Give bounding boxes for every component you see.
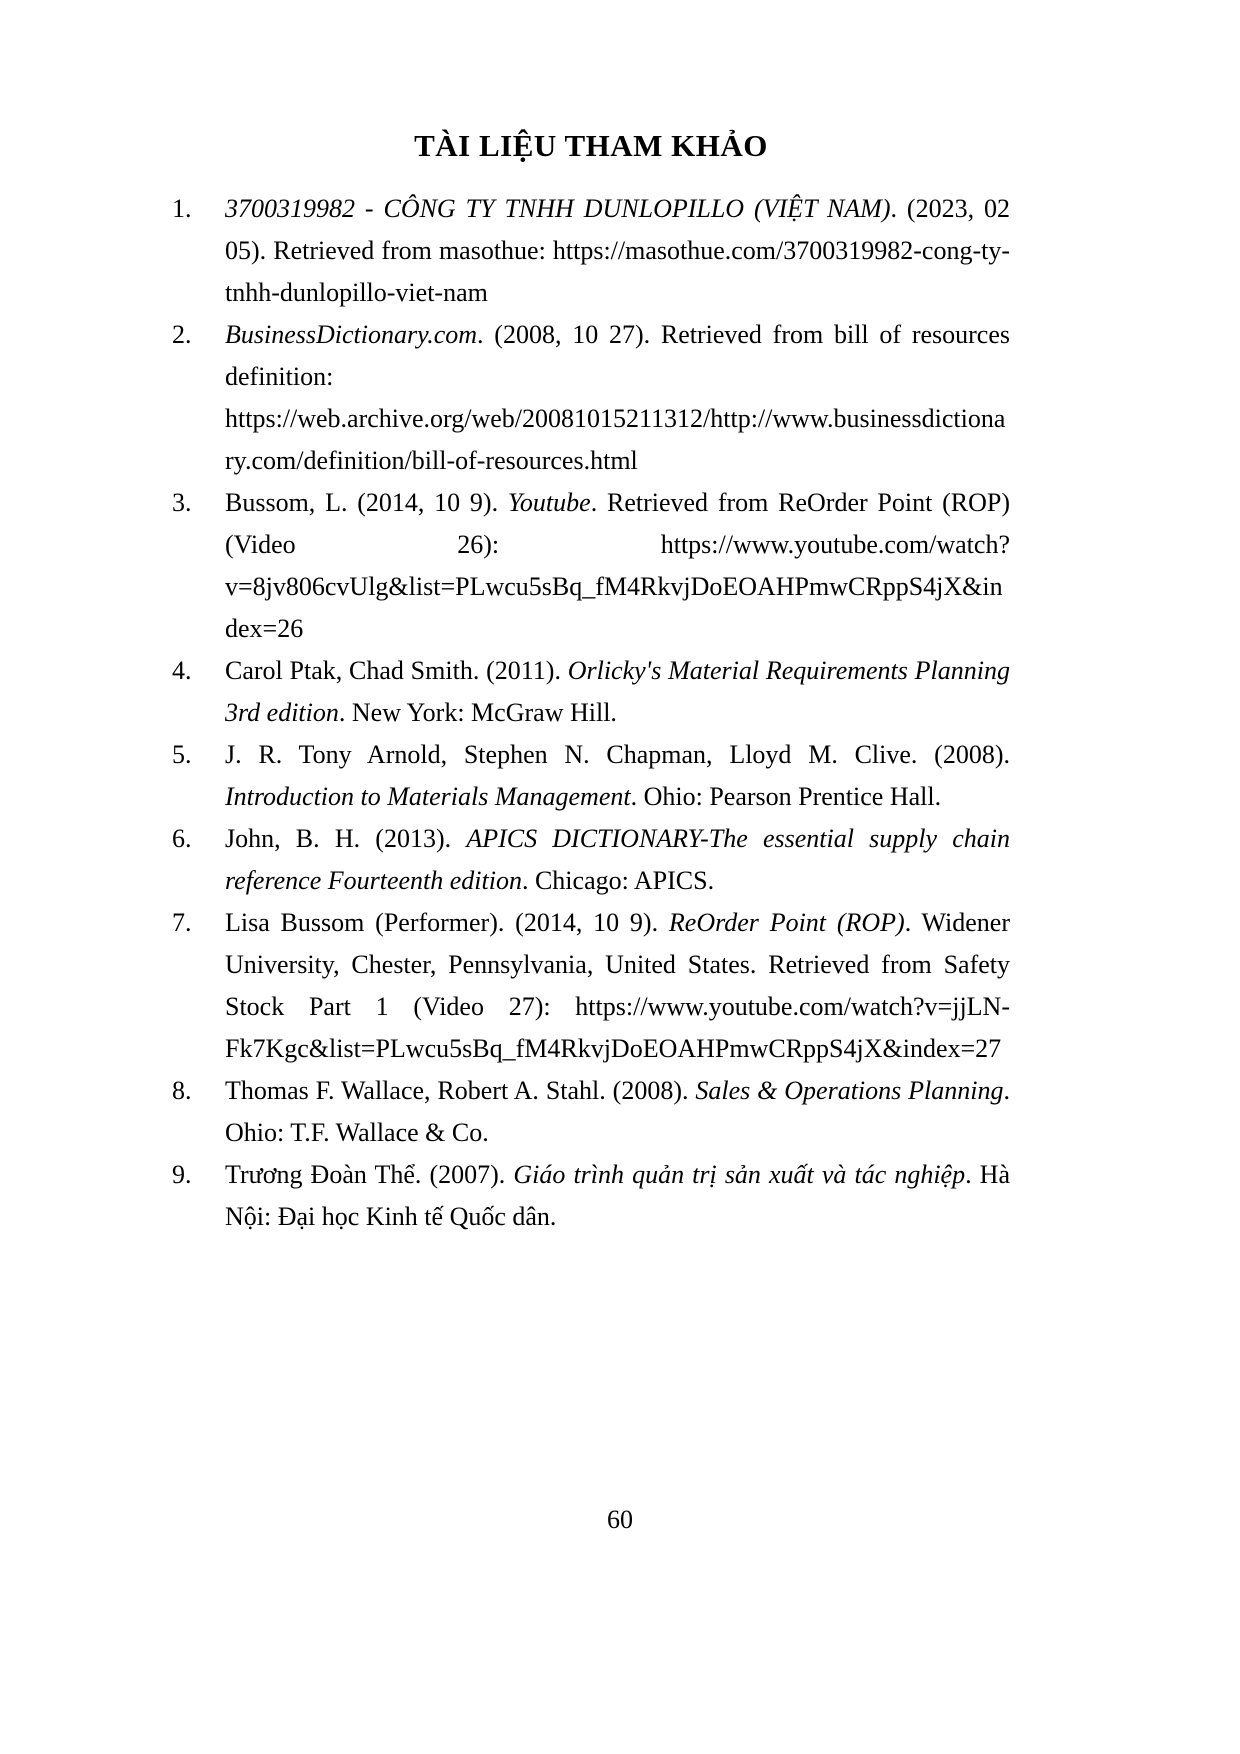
reference-segment: . Widener University, Chester, Pennsylvania, United States. Retrieved from Safety Stock Part 1 (Video 27): https://www.youtube.com/watch?v=jjLN-Fk7Kgc&list=PLwcu5sBq_fM4RkvjDoEOAHPmwCRppS4jX&index=27 (225, 908, 1010, 1063)
reference-segment: . New York: McGraw Hill. (338, 698, 617, 727)
reference-text (225, 902, 1010, 1070)
reference-segment: J. R. Tony Arnold, Stephen N. Chapman, Lloyd M. Clive. (2008). (225, 740, 1010, 769)
reference-segment: Giáo trình quản trị sản xuất và tác nghiệp (513, 1160, 966, 1189)
reference-segment: Carol Ptak, Chad Smith. (2011). (225, 656, 568, 685)
reference-segment: Orlicky's Material Requirements Planning 3rd edition (225, 656, 1010, 727)
reference-item (172, 650, 1010, 734)
reference-number: 2. (172, 320, 192, 349)
reference-segment: . Retrieved from ReOrder Point (ROP) (Video 26): https://www.youtube.com/watch?v=8jv806cvUlg&list=PLwcu5sBq_fM4RkvjDoEOAHPmwCRppS4jX&index=26 (225, 488, 1010, 643)
reference-item (172, 818, 1010, 902)
reference-segment: BusinessDictionary.com (225, 320, 478, 349)
reference-text (225, 1070, 1010, 1154)
reference-item (172, 188, 1010, 314)
reference-item (172, 314, 1010, 482)
reference-segment: ReOrder Point (ROP) (668, 908, 905, 937)
reference-number: 7. (172, 908, 192, 937)
reference-text (225, 818, 1010, 902)
reference-number: 9. (172, 1160, 192, 1189)
reference-number: 4. (172, 656, 192, 685)
reference-segment: John, B. H. (2013). (225, 824, 467, 853)
reference-number: 3. (172, 488, 192, 517)
reference-text (225, 650, 1010, 734)
reference-segment: . (2023, 02 05). Retrieved from masothue: https://masothue.com/3700319982-cong-ty-tnhh-dunlopillo-viet-nam (225, 194, 1010, 307)
reference-text (225, 314, 1010, 482)
reference-segment: Youtube (507, 488, 591, 517)
reference-number: 1. (172, 194, 192, 223)
reference-segment: Trương Đoàn Thể. (2007). (225, 1160, 514, 1189)
references-list (172, 188, 1010, 1238)
reference-text (225, 188, 1010, 314)
reference-segment: Bussom, L. (2014, 10 9). (225, 488, 508, 517)
reference-segment: . Hà Nội: Đại học Kinh tế Quốc dân. (225, 1160, 1010, 1231)
reference-number: 8. (172, 1076, 192, 1105)
page-number: 60 (607, 1505, 633, 1534)
reference-segment: Lisa Bussom (Performer). (2014, 10 9). (225, 908, 669, 937)
reference-item (172, 734, 1010, 818)
reference-segment: . (2008, 10 27). Retrieved from bill of resources definition: https://web.archive.org/web/20081015211312/http://www.businessdictionary.com/definition/bill-of-resources.html (225, 320, 1010, 475)
reference-segment: Introduction to Materials Management (225, 782, 631, 811)
reference-number: 6. (172, 824, 192, 853)
page-title: TÀI LIỆU THAM KHẢO (414, 128, 768, 163)
reference-segment: . Chicago: APICS. (521, 866, 715, 895)
reference-item (172, 1070, 1010, 1154)
reference-segment: . Ohio: T.F. Wallace & Co. (225, 1076, 1010, 1147)
reference-item (172, 902, 1010, 1070)
reference-text (225, 734, 1010, 818)
reference-item (172, 482, 1010, 650)
reference-segment: APICS DICTIONARY-The essential supply chain reference Fourteenth edition (225, 824, 1010, 895)
reference-text (225, 1154, 1010, 1238)
reference-item (172, 1154, 1010, 1238)
reference-segment: Thomas F. Wallace, Robert A. Stahl. (2008). (225, 1076, 696, 1105)
reference-number: 5. (172, 740, 192, 769)
reference-segment: 3700319982 - CÔNG TY TNHH DUNLOPILLO (VIỆT NAM) (225, 194, 891, 223)
reference-segment: Sales & Operations Planning (695, 1076, 1004, 1105)
reference-segment: . Ohio: Pearson Prentice Hall. (630, 782, 942, 811)
reference-text (225, 482, 1010, 650)
